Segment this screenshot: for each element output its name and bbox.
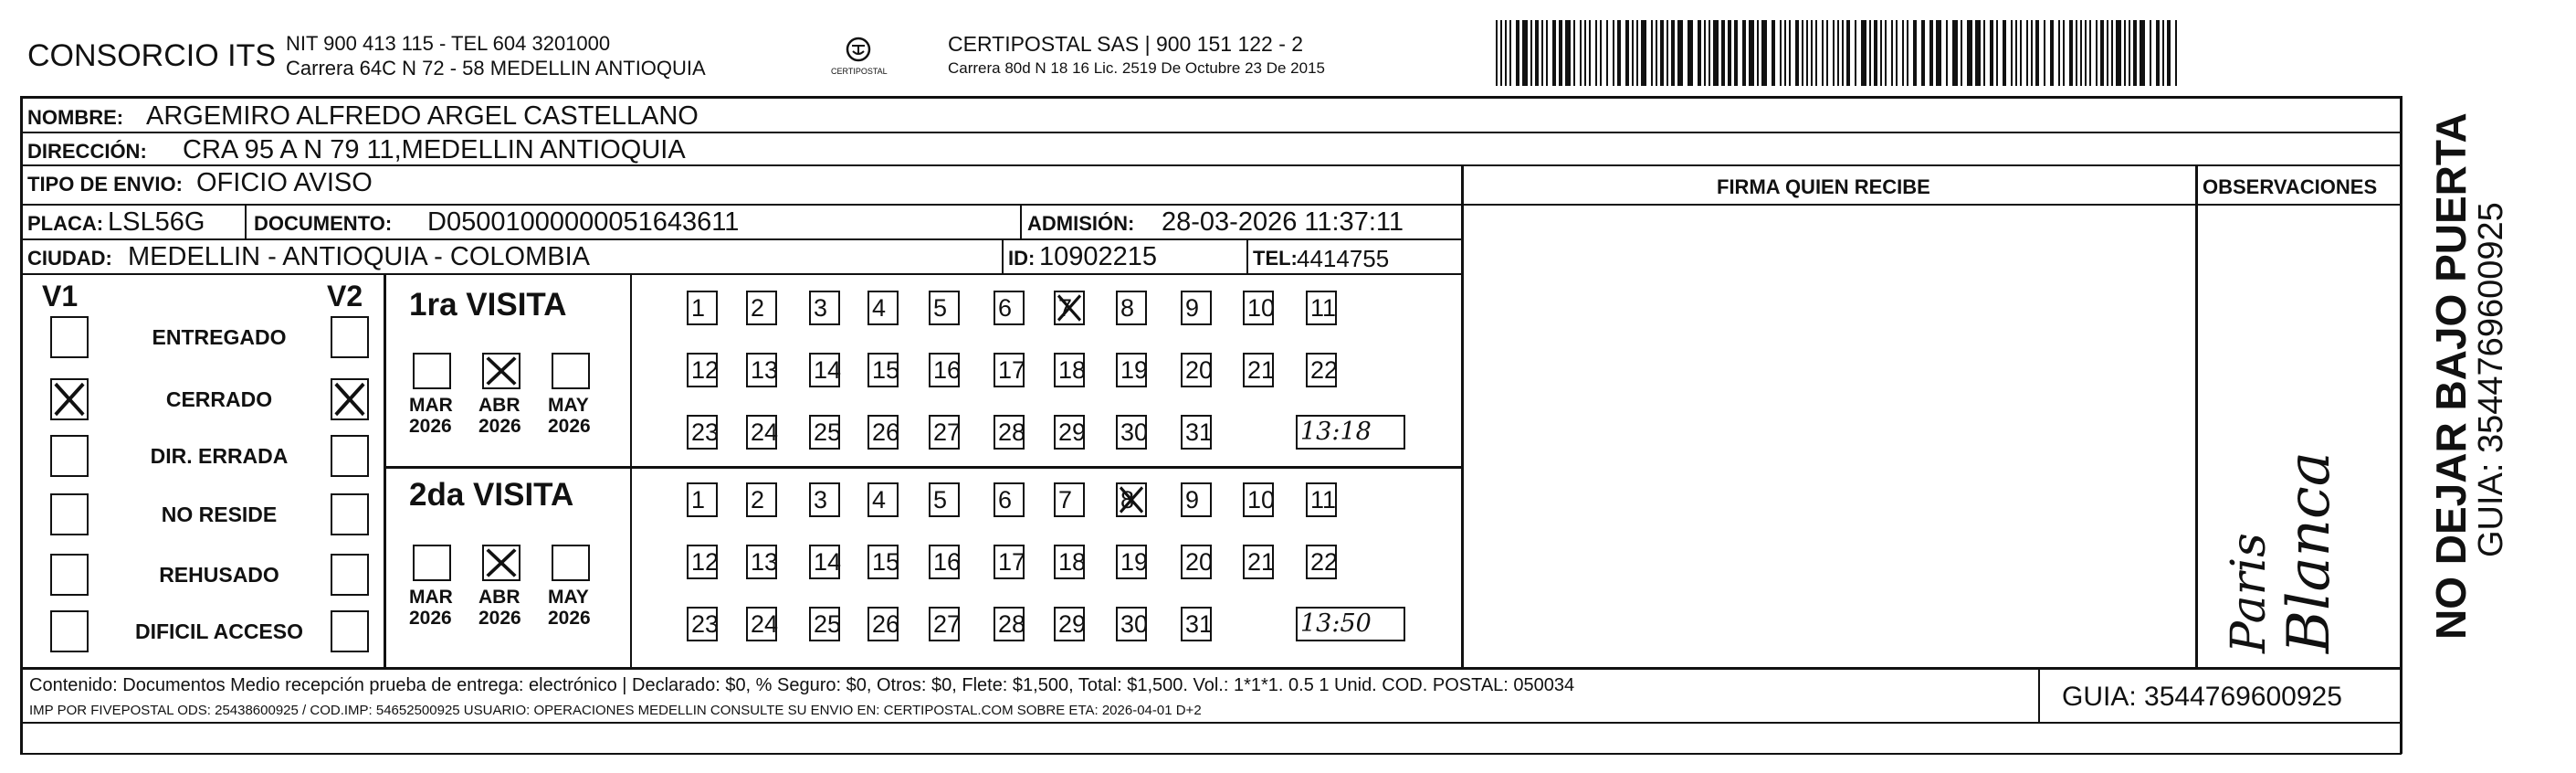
logo-text: CERTIPOSTAL: [831, 67, 888, 76]
day-box[interactable]: 13: [746, 545, 777, 579]
month-label: MAR: [409, 587, 453, 608]
day-box[interactable]: 27: [929, 415, 960, 450]
barcode: [1496, 20, 2181, 86]
day-box[interactable]: 25: [809, 415, 840, 450]
month-checkbox[interactable]: [552, 545, 590, 581]
day-box[interactable]: 3: [809, 291, 840, 325]
second-visit-title: 2da VISITA: [409, 477, 574, 513]
day-box[interactable]: 6: [994, 291, 1025, 325]
day-box[interactable]: 8: [1116, 291, 1147, 325]
plate-label: PLACA:: [27, 212, 104, 235]
v2-checkbox[interactable]: [331, 378, 369, 420]
carrier-address: Carrera 80d N 18 16 Lic. 2519 De Octubre 23 De 2015: [948, 59, 1325, 77]
status-label: DIFICIL ACCESO: [134, 619, 303, 643]
day-box[interactable]: 19: [1116, 353, 1147, 387]
day-box[interactable]: 26: [867, 415, 899, 450]
status-label: REHUSADO: [159, 563, 279, 587]
day-box[interactable]: 7: [1054, 482, 1085, 517]
month-label: MAY: [548, 395, 589, 416]
time-box[interactable]: 13:50: [1296, 607, 1405, 641]
day-box[interactable]: 24: [746, 415, 777, 450]
id-label: ID:: [1008, 247, 1036, 270]
day-box[interactable]: 16: [929, 353, 960, 387]
day-box[interactable]: 9: [1181, 482, 1212, 517]
day-box[interactable]: 19: [1116, 545, 1147, 579]
v2-checkbox[interactable]: [331, 435, 369, 477]
v2-checkbox[interactable]: [331, 554, 369, 596]
status-label: NO RESIDE: [161, 503, 278, 526]
day-box[interactable]: 20: [1181, 545, 1212, 579]
day-box[interactable]: 28: [994, 415, 1025, 450]
day-box[interactable]: 8: [1116, 482, 1147, 517]
day-box[interactable]: 11: [1306, 482, 1337, 517]
day-box[interactable]: 2: [746, 482, 777, 517]
document-value: D05001000000051643611: [427, 207, 740, 237]
day-box[interactable]: 2: [746, 291, 777, 325]
admission-label: ADMISIÓN:: [1027, 212, 1135, 235]
v2-label: V2: [327, 280, 363, 312]
month-checkbox[interactable]: [482, 353, 520, 389]
name-value: ARGEMIRO ALFREDO ARGEL CASTELLANO: [146, 101, 699, 131]
type-label: TIPO DE ENVIO:: [27, 173, 183, 196]
tel-value: 4414755: [1297, 245, 1390, 272]
day-box[interactable]: 30: [1116, 607, 1147, 641]
observations-header: OBSERVACIONES: [2203, 175, 2378, 198]
certipostal-logo: [822, 35, 895, 80]
day-box[interactable]: 23: [687, 415, 718, 450]
day-box[interactable]: 6: [994, 482, 1025, 517]
v1-checkbox[interactable]: [50, 435, 89, 477]
side-warning: NO DEJAR BAJO PUERTA: [2427, 112, 2475, 640]
month-checkbox[interactable]: [413, 353, 451, 389]
day-box[interactable]: 4: [867, 482, 899, 517]
month-year: 2026: [548, 416, 591, 437]
footer-content-line: Contenido: Documentos Medio recepción prueba de entrega: electrónico | Declarado: $0, % Seguro: $0, Otros: $0, Flete: $1,500, Total: $1,500. Vol.: 1*1*1. 0.5 1 Unid. COD. POSTAL: 050034: [29, 675, 1575, 695]
first-visit-title: 1ra VISITA: [409, 287, 567, 323]
admission-value: 28-03-2026 11:37:11: [1162, 207, 1404, 237]
side-guide: GUIA: 3544769600925: [2472, 202, 2510, 557]
day-box[interactable]: 1: [687, 291, 718, 325]
day-box[interactable]: 31: [1181, 415, 1212, 450]
day-box[interactable]: 18: [1054, 545, 1085, 579]
month-label: MAY: [548, 587, 589, 608]
time-box[interactable]: 13:18: [1296, 415, 1405, 450]
month-year: 2026: [409, 416, 452, 437]
day-box[interactable]: 27: [929, 607, 960, 641]
month-year: 2026: [478, 416, 521, 437]
day-box[interactable]: 21: [1243, 545, 1274, 579]
v1-checkbox[interactable]: [50, 316, 89, 358]
side-text: [2415, 112, 2571, 640]
company-name: CONSORCIO ITS: [27, 38, 277, 73]
day-box[interactable]: 16: [929, 545, 960, 579]
month-label: ABR: [478, 587, 520, 608]
month-year: 2026: [548, 608, 591, 629]
day-box[interactable]: 10: [1243, 291, 1274, 325]
day-box[interactable]: 26: [867, 607, 899, 641]
day-box[interactable]: 24: [746, 607, 777, 641]
status-label: DIR. ERRADA: [150, 444, 289, 468]
day-box[interactable]: 14: [809, 353, 840, 387]
day-box[interactable]: 20: [1181, 353, 1212, 387]
day-box[interactable]: 21: [1243, 353, 1274, 387]
day-box[interactable]: 17: [994, 353, 1025, 387]
v2-checkbox[interactable]: [331, 316, 369, 358]
v1-checkbox[interactable]: [50, 610, 89, 652]
day-box[interactable]: 14: [809, 545, 840, 579]
day-box[interactable]: 1: [687, 482, 718, 517]
handwritten-observation: [2222, 274, 2347, 658]
day-box[interactable]: 31: [1181, 607, 1212, 641]
day-box[interactable]: 23: [687, 607, 718, 641]
day-box[interactable]: 9: [1181, 291, 1212, 325]
month-label: ABR: [478, 395, 520, 416]
day-box[interactable]: 22: [1306, 545, 1337, 579]
day-box[interactable]: 7: [1054, 291, 1085, 325]
day-box[interactable]: 15: [867, 545, 899, 579]
day-box[interactable]: 29: [1054, 415, 1085, 450]
tel-label: TEL:: [1253, 247, 1298, 270]
name-label: NOMBRE:: [27, 106, 124, 129]
document-label: DOCUMENTO:: [254, 212, 393, 235]
carrier-name: CERTIPOSTAL SAS | 900 151 122 - 2: [948, 32, 1304, 56]
header: [0, 0, 2576, 96]
v2-checkbox[interactable]: [331, 610, 369, 652]
month-year: 2026: [409, 608, 452, 629]
day-box[interactable]: 4: [867, 291, 899, 325]
day-box[interactable]: 17: [994, 545, 1025, 579]
day-box[interactable]: 11: [1306, 291, 1337, 325]
plate-value: LSL56G: [108, 207, 205, 237]
day-box[interactable]: 5: [929, 291, 960, 325]
signature-header: FIRMA QUIEN RECIBE: [1717, 175, 1930, 198]
day-box[interactable]: 29: [1054, 607, 1085, 641]
day-box[interactable]: 25: [809, 607, 840, 641]
v1-checkbox[interactable]: [50, 554, 89, 596]
v1-checkbox[interactable]: [50, 493, 89, 535]
day-box[interactable]: 13: [746, 353, 777, 387]
footer-guide: GUIA: 3544769600925: [2062, 682, 2342, 712]
day-box[interactable]: 12: [687, 545, 718, 579]
v1-label: V1: [42, 280, 79, 312]
day-box[interactable]: 28: [994, 607, 1025, 641]
month-checkbox[interactable]: [413, 545, 451, 581]
day-box[interactable]: 15: [867, 353, 899, 387]
v2-checkbox[interactable]: [331, 493, 369, 535]
month-label: MAR: [409, 395, 453, 416]
day-box[interactable]: 5: [929, 482, 960, 517]
status-label: ENTREGADO: [152, 325, 287, 349]
city-value: MEDELLIN - ANTIOQUIA - COLOMBIA: [128, 242, 590, 271]
day-box[interactable]: 3: [809, 482, 840, 517]
day-box[interactable]: 18: [1054, 353, 1085, 387]
status-label: CERRADO: [165, 387, 273, 411]
address-label: DIRECCIÓN:: [27, 140, 147, 163]
day-box[interactable]: 30: [1116, 415, 1147, 450]
id-value: 10902215: [1039, 242, 1158, 271]
observation-line1: Paris: [2222, 533, 2276, 653]
day-box[interactable]: 22: [1306, 353, 1337, 387]
day-box[interactable]: 12: [687, 353, 718, 387]
footer-imp-line: IMP POR FIVEPOSTAL ODS: 25438600925 / COD.IMP: 54652500925 USUARIO: OPERACIONES MEDELLIN CONSULTE SU ENVIO EN: CERTIPOSTAL.COM SOBRE ETA: 2026-04-01 D+2: [29, 703, 1202, 718]
month-checkbox[interactable]: [482, 545, 520, 581]
city-label: CIUDAD:: [27, 247, 112, 270]
company-nit: NIT 900 413 115 - TEL 604 3201000: [286, 32, 611, 55]
day-box[interactable]: 10: [1243, 482, 1274, 517]
type-value: OFICIO AVISO: [196, 168, 373, 197]
month-checkbox[interactable]: [552, 353, 590, 389]
v1-checkbox[interactable]: [50, 378, 89, 420]
address-value: CRA 95 A N 79 11,MEDELLIN ANTIOQUIA: [183, 135, 686, 164]
company-address: Carrera 64C N 72 - 58 MEDELLIN ANTIOQUIA: [286, 57, 706, 79]
month-year: 2026: [478, 608, 521, 629]
observation-line2: Blanca: [2276, 451, 2343, 653]
